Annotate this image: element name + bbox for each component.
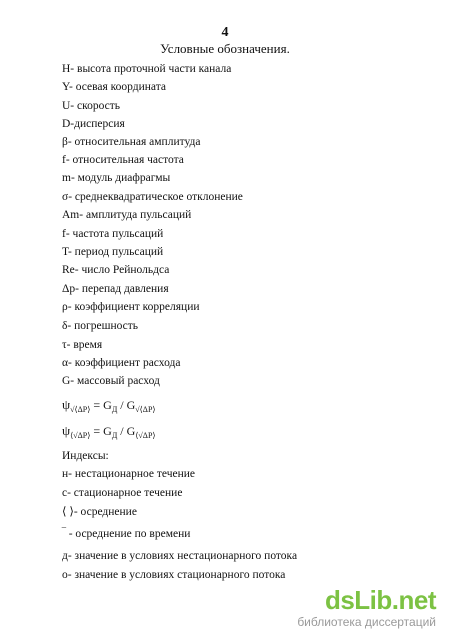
formula-div: / G: [120, 398, 136, 412]
formula-2: [62, 424, 156, 443]
formula-mid-sub: Д: [111, 405, 118, 414]
index-item: с- стационарное течение: [62, 487, 183, 499]
definition-item: m- модуль диафрагмы: [62, 172, 171, 184]
definition-item: f- относительная частота: [62, 154, 184, 166]
definition-item: U- скорость: [62, 100, 121, 112]
watermark: [297, 587, 436, 629]
formula-mid-sub: Д: [111, 431, 118, 440]
definition-item: Y- осевая координата: [62, 81, 167, 93]
formula-div: / G: [120, 424, 136, 438]
definition-item: Re- число Рейнольдса: [62, 264, 170, 276]
formula-rhs-sub: √⟨ΔP⟩: [135, 405, 156, 414]
index-item: н- нестационарное течение: [62, 468, 196, 480]
formula-1: [62, 398, 156, 417]
definition-item: δ- погрешность: [62, 320, 139, 332]
definition-item: σ- среднеквадратическое отклонение: [62, 191, 243, 203]
watermark-logo: dsLib.net: [324, 585, 436, 615]
index-item: д- значение в условиях нестационарного потока: [62, 550, 298, 562]
page-number: 4: [221, 25, 229, 40]
index-item: ⟨ ⟩- осреднение: [62, 506, 137, 518]
index-item: ‾ - осреднение по времени: [62, 528, 191, 540]
definition-item: T- период пульсаций: [62, 246, 164, 258]
definition-item: Δp- перепад давления: [62, 283, 169, 295]
watermark-subtitle: библиотека диссертаций: [297, 615, 436, 629]
page-title: Условные обозначения.: [160, 41, 290, 56]
formula-eq: = G: [93, 424, 112, 438]
definition-item: H- высота проточной части канала: [62, 63, 232, 75]
definition-item: ρ- коэффициент корреляции: [62, 301, 200, 313]
definition-item: β- относительная амплитуда: [62, 136, 201, 148]
definition-item: Am- амплитуда пульсаций: [62, 209, 192, 221]
definition-item: α- коэффициент расхода: [62, 357, 181, 369]
formula-rhs-sub: ⟨√ΔP⟩: [135, 431, 156, 440]
formula-lhs: ψ: [62, 423, 71, 438]
formula-lhs-sub: √⟨ΔP⟩: [70, 405, 91, 414]
formula-lhs: ψ: [62, 397, 71, 412]
definition-item: G- массовый расход: [62, 375, 160, 387]
index-item: о- значение в условиях стационарного потока: [62, 569, 286, 581]
definition-item: τ- время: [62, 339, 103, 351]
definition-item: f- частота пульсаций: [62, 228, 164, 240]
formula-lhs-sub: ⟨√ΔP⟩: [70, 431, 91, 440]
definition-item: D-дисперсия: [62, 118, 125, 130]
formula-eq: = G: [93, 398, 112, 412]
indices-heading: Индексы:: [62, 450, 109, 462]
